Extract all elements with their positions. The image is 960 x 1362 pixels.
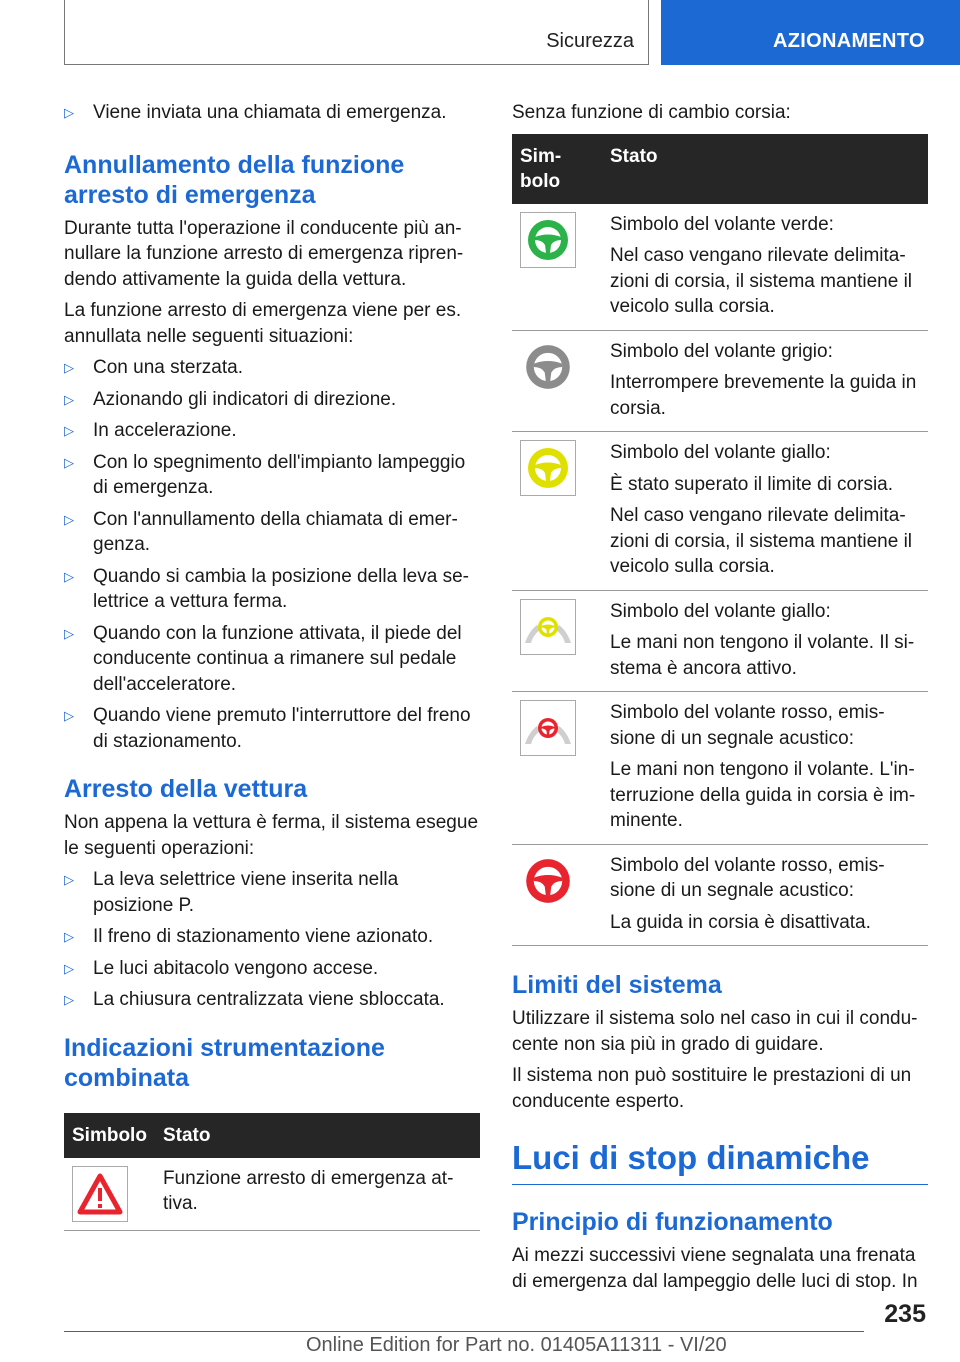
table-row bbox=[512, 204, 928, 331]
table-row bbox=[512, 330, 928, 432]
heading-luci-stop: Luci di stop dinamiche bbox=[512, 1138, 928, 1185]
list-item: ▷ Quando viene premuto l'interruttore del freno di stazionamento. bbox=[64, 703, 480, 754]
list-item: ▷ Quando con la funzione attivata, il piede del conducente continua a rimanere sul pedale dell'acceleratore. bbox=[64, 621, 480, 698]
steering-wheel-yellow-hands-icon bbox=[520, 599, 576, 655]
table-cell-text: Funzione arresto di emergenza attiva. bbox=[155, 1158, 480, 1231]
cell-line: La guida in corsia è disattivata. bbox=[610, 911, 871, 933]
page-number: 235 bbox=[884, 1300, 926, 1328]
table-header-row bbox=[64, 1113, 480, 1158]
paragraph: Non appena la vettura è ferma, il sistema esegue le seguenti operazioni: bbox=[64, 812, 479, 859]
steering-wheel-grey-icon bbox=[520, 339, 576, 395]
table-header-cell: Simbolo bbox=[64, 1113, 155, 1158]
cell-line: Nel caso vengano rilevate delimitazioni di corsia, il sistema mantiene il veicolo sulla corsia. bbox=[610, 245, 913, 317]
list-item: ▷ La leva selettrice viene inserita nella posizione P. bbox=[64, 867, 480, 918]
paragraph: Il sistema non può sostituire le prestazioni di un conducente esperto. bbox=[512, 1065, 912, 1112]
warning-triangle-icon bbox=[72, 1166, 128, 1222]
list-item: ▷ Con lo spegnimento dell'impianto lampeggio di emergenza. bbox=[64, 450, 480, 501]
table-cell-icon bbox=[512, 330, 602, 432]
list-item: ▷ Azionando gli indicatori di direzione. bbox=[64, 387, 480, 413]
cell-line: È stato superato il limite di corsia. bbox=[610, 473, 894, 495]
table-row bbox=[512, 844, 928, 946]
list-item: ▷ In accelerazione. bbox=[64, 418, 480, 444]
list-item: ▷ Con una sterzata. bbox=[64, 355, 480, 381]
table-cell-text bbox=[602, 692, 928, 845]
table-cell-icon bbox=[512, 692, 602, 845]
steering-wheel-red-icon bbox=[520, 853, 576, 909]
table-header-cell: Stato bbox=[602, 134, 928, 204]
cell-line: Le mani non tengono il volante. L'interruzione della guida in corsia è imminente. bbox=[610, 759, 916, 831]
list-item: ▷ Con l'annullamento della chiamata di emergenza. bbox=[64, 507, 480, 558]
paragraph: Utilizzare il sistema solo nel caso in cui il conducente non sia più in grado di guidare. bbox=[512, 1008, 918, 1055]
table-cell-icon bbox=[512, 204, 602, 331]
heading-principio: Principio di funzionamento bbox=[512, 1208, 833, 1236]
cell-line: Le mani non tengono il volante. Il sistema è ancora attivo. bbox=[610, 632, 915, 679]
right-column bbox=[512, 100, 928, 1300]
heading-limiti: Limiti del sistema bbox=[512, 971, 722, 999]
paragraph: Durante tutta l'operazione il conducente più annullare la funzione arresto di emergenza riprendendo attivamente la guida della vettura. bbox=[64, 217, 464, 290]
cell-line: Simbolo del volante grigio: bbox=[610, 340, 833, 362]
left-column bbox=[64, 100, 480, 1231]
paragraph: La funzione arresto di emergenza viene per es. annullata nelle seguenti situazioni: bbox=[64, 300, 462, 347]
table-header-cell: Simbolo bbox=[512, 134, 602, 204]
table-header-row bbox=[512, 134, 928, 204]
list-item: ▷ Viene inviata una chiamata di emergenza. bbox=[64, 100, 480, 126]
list-item: ▷ Quando si cambia la posizione della leva selettrice a vettura ferma. bbox=[64, 564, 480, 615]
list-item: ▷ La chiusura centralizzata viene sbloccata. bbox=[64, 987, 480, 1013]
table-cell-icon bbox=[64, 1158, 155, 1231]
steering-wheel-green-icon bbox=[520, 212, 576, 268]
table-row bbox=[64, 1158, 480, 1231]
table-row bbox=[512, 432, 928, 591]
table-cell-text bbox=[602, 844, 928, 946]
cell-line: Interrompere brevemente la guida in corsia. bbox=[610, 372, 917, 419]
table-cell-text bbox=[602, 330, 928, 432]
heading-indicazioni: Indicazioni strumentazione combinata bbox=[64, 1033, 385, 1092]
table-cell-icon bbox=[512, 432, 602, 591]
header-chapter-tab bbox=[661, 0, 960, 65]
list-item: ▷ Il freno di stazionamento viene azionato. bbox=[64, 924, 480, 950]
list-item: ▷ Le luci abitacolo vengono accese. bbox=[64, 956, 480, 982]
footer-edition: Online Edition for Part no. 01405A11311 - VI/20 bbox=[306, 1334, 727, 1356]
table-cell-icon bbox=[512, 590, 602, 692]
header-chapter-label: AZIONAMENTO bbox=[773, 30, 925, 52]
header-section-title: Sicurezza bbox=[546, 30, 634, 52]
paragraph: Senza funzione di cambio corsia: bbox=[512, 102, 791, 123]
cell-line: Simbolo del volante rosso, emissione di un segnale acustico: bbox=[610, 854, 885, 901]
cell-line: Simbolo del volante giallo: bbox=[610, 442, 831, 463]
cell-line: Nel caso vengano rilevate delimitazioni di corsia, il sistema mantiene il veicolo sulla corsia. bbox=[610, 505, 913, 577]
table-cell-text bbox=[602, 432, 928, 591]
symbol-table-right bbox=[512, 134, 928, 947]
table-cell-text bbox=[602, 590, 928, 692]
heading-arresto: Arresto della vettura bbox=[64, 775, 308, 803]
table-header-cell: Stato bbox=[155, 1113, 480, 1158]
footer-divider bbox=[64, 1331, 864, 1332]
paragraph: Ai mezzi successivi viene segnalata una frenata di emergenza dal lampeggio delle luci di stop. In bbox=[512, 1245, 918, 1292]
heading-annullamento: Annullamento della funzione arresto di emergenza bbox=[64, 150, 405, 209]
page-header bbox=[0, 0, 960, 66]
cell-line: Simbolo del volante verde: bbox=[610, 213, 834, 235]
table-row bbox=[512, 590, 928, 692]
table-cell-icon bbox=[512, 844, 602, 946]
steering-wheel-red-hands-icon bbox=[520, 700, 576, 756]
cell-line: Simbolo del volante rosso, emissione di un segnale acustico: bbox=[610, 702, 885, 749]
header-section-box bbox=[64, 0, 649, 65]
cell-line: Simbolo del volante giallo: bbox=[610, 600, 831, 622]
table-cell-text bbox=[602, 204, 928, 331]
symbol-table-left bbox=[64, 1113, 480, 1231]
steering-wheel-yellow-icon bbox=[520, 440, 576, 496]
table-row bbox=[512, 692, 928, 845]
